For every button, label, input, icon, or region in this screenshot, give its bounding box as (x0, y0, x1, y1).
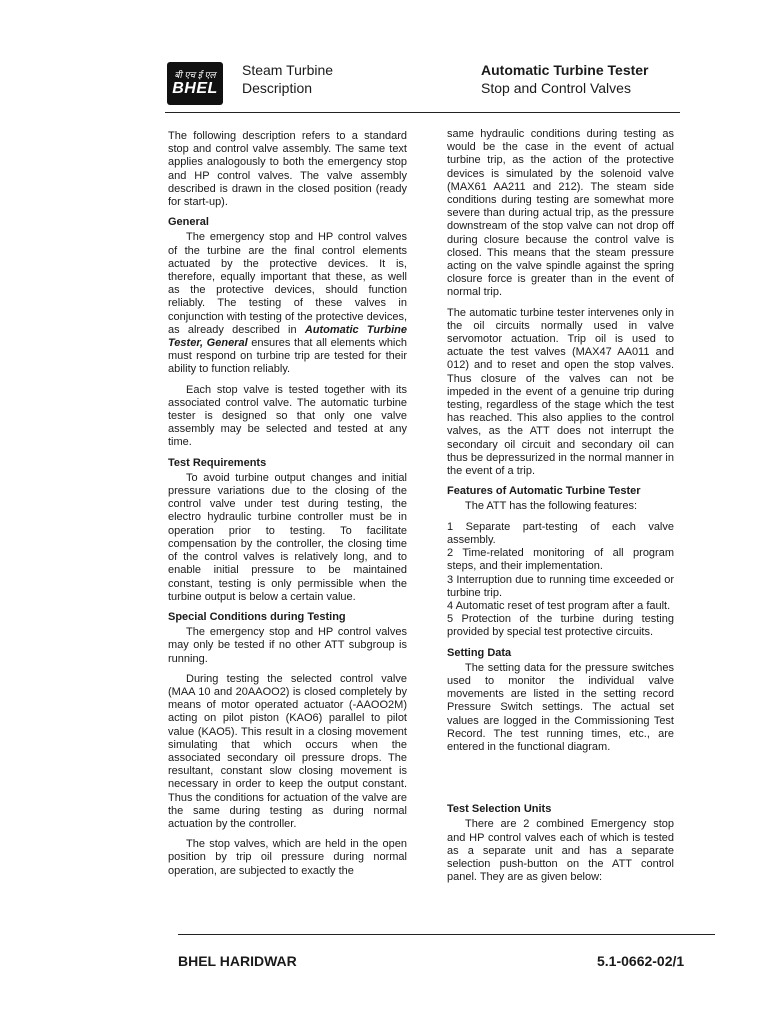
intro-paragraph: The following description refers to a standard stop and control valve assembly. The same text applies analogously to both the emergency stop and HP control valves. The valve assembly described is drawn in the closed position (ready for start-up). (168, 130, 407, 209)
general-p1-part-b: ensures that all elements which must respond on turbine trip are tested for their ability to function reliably. (168, 337, 407, 376)
column-gap (447, 761, 674, 797)
general-paragraph-1 (168, 231, 407, 376)
features-list (447, 521, 674, 640)
feature-item: 1 Separate part-testing of each valve assembly. (447, 520, 674, 546)
logo-hindi-text: बी एच ई एल (174, 69, 216, 80)
features-intro: The ATT has the following features: (465, 500, 638, 513)
footer-divider (178, 934, 715, 935)
left-column (168, 130, 407, 885)
special-conditions-paragraph-2: During testing the selected control valve (MAA 10 and 20AAOO2) is closed completely by means of motor operated actuator (-AAOO2M) acting on pilot piston (KAO6) parallel to pilot value (KAO5). This result in a closing movement simulating that which occurs when the associated secondary oil pressure drops. The resultant, constant slow closing movement is necessary in order to keep the output constant. Thus the conditions for actuation of the valve are the same during testing as during normal actuation by the controller. (168, 672, 407, 830)
special-conditions-heading: Special Conditions during Testing (168, 610, 346, 623)
special-conditions-paragraph-3: The stop valves, which are held in the open position by trip oil pressure during normal operation, are subjected to exactly the (168, 838, 407, 877)
right-column (447, 128, 674, 891)
header-left (242, 61, 333, 97)
general-paragraph-2: Each stop valve is tested together with its associated control valve. The automatic turbine tester is designed so that only one valve assembly may be selected and tested at any time. (168, 383, 407, 449)
header-divider (165, 112, 680, 113)
test-requirements-paragraph: To avoid turbine output changes and initial pressure variations due to the closing of the control valve under test during testing, the electro hydraulic turbine controller must be in operation prior to testing. To facilitate compensation by the controller, the closing time of the control valves is relatively long, and to enable initial pressure to be maintained constant, testing is only permissible when the turbine output is below a certain value. (168, 471, 407, 603)
feature-item: 2 Time-related monitoring of all program steps, and their implementation. (447, 547, 674, 573)
footer-doc-number: 5.1-0662-02/1 (597, 953, 685, 969)
footer-company: BHEL HARIDWAR (178, 953, 297, 969)
special-conditions-paragraph-1: The emergency stop and HP control valves may only be tested if no other ATT subgroup is running. (168, 626, 407, 665)
general-p1-part-a: The emergency stop and HP control valves of the turbine are the final control elements actuated by the protective devices. It is, therefore, equally important that these, as well as the protective devices, should function reliably. The testing of these valves in conjunction with testing of the protective devices, as already described in (168, 231, 407, 336)
header-subject: Steam Turbine (242, 62, 334, 78)
features-heading: Features of Automatic Turbine Tester (447, 485, 641, 498)
setting-data-heading: Setting Data (447, 646, 512, 659)
setting-data-paragraph: The setting data for the pressure switches used to monitor the individual valve movements are listed in the setting record Pressure Switch settings. The actual set values are logged in the Commissioning Test Record. The test running times, etc., are entered in the functional diagram. (447, 661, 674, 753)
continued-paragraph: same hydraulic conditions during testing as would be the case in the event of actual turbine trip, as the action of the protective devices is simulated by the solenoid valve (MAX61 AA211 and 212). The steam side conditions during testing are somewhat more severe than during actual trip, as the pressure downstream of the stop valve can not drop off during closure because the control valve is closed. This means that the steam pressure acting on the valve spindle against the spring closure force is greater than in the event of normal trip. (447, 128, 674, 299)
general-p1-reference: Automatic Turbine Tester, General (168, 323, 407, 350)
logo-text: BHEL (172, 79, 218, 97)
test-requirements-heading: Test Requirements (168, 456, 267, 469)
feature-item: 3 Interruption due to running time exceeded or turbine trip. (447, 573, 674, 599)
test-selection-heading: Test Selection Units (447, 803, 552, 816)
page-subtitle: Stop and Control Valves (481, 80, 631, 96)
test-selection-paragraph: There are 2 combined Emergency stop and HP control valves each of which is tested as a separate unit and has a separate selection push-button on the ATT control panel. They are as given below: (447, 818, 674, 884)
general-heading: General (168, 216, 209, 229)
feature-item: 5 Protection of the turbine during testing provided by special test protective circuits. (447, 613, 674, 639)
bhel-logo (167, 62, 223, 105)
header-doc-type: Description (242, 80, 313, 96)
header-right (481, 61, 649, 97)
att-paragraph: The automatic turbine tester intervenes only in the oil circuits normally used in valve servomotor actuation. Trip oil is used to actuate the test valves (MAX47 AA011 and 012) and to reset and open the stop valves. Thus closure of the valves can not be impeded in the event of a genuine trip during testing, regardless of the stage which the test has reached. This also applies to the control valves, as the ATT does not interrupt the secondary oil circuit and secondary oil can thus be depressurized in the normal manner in the event of a trip. (447, 306, 674, 478)
feature-item: 4 Automatic reset of test program after a fault. (447, 599, 671, 612)
page-title: Automatic Turbine Tester (481, 62, 649, 78)
